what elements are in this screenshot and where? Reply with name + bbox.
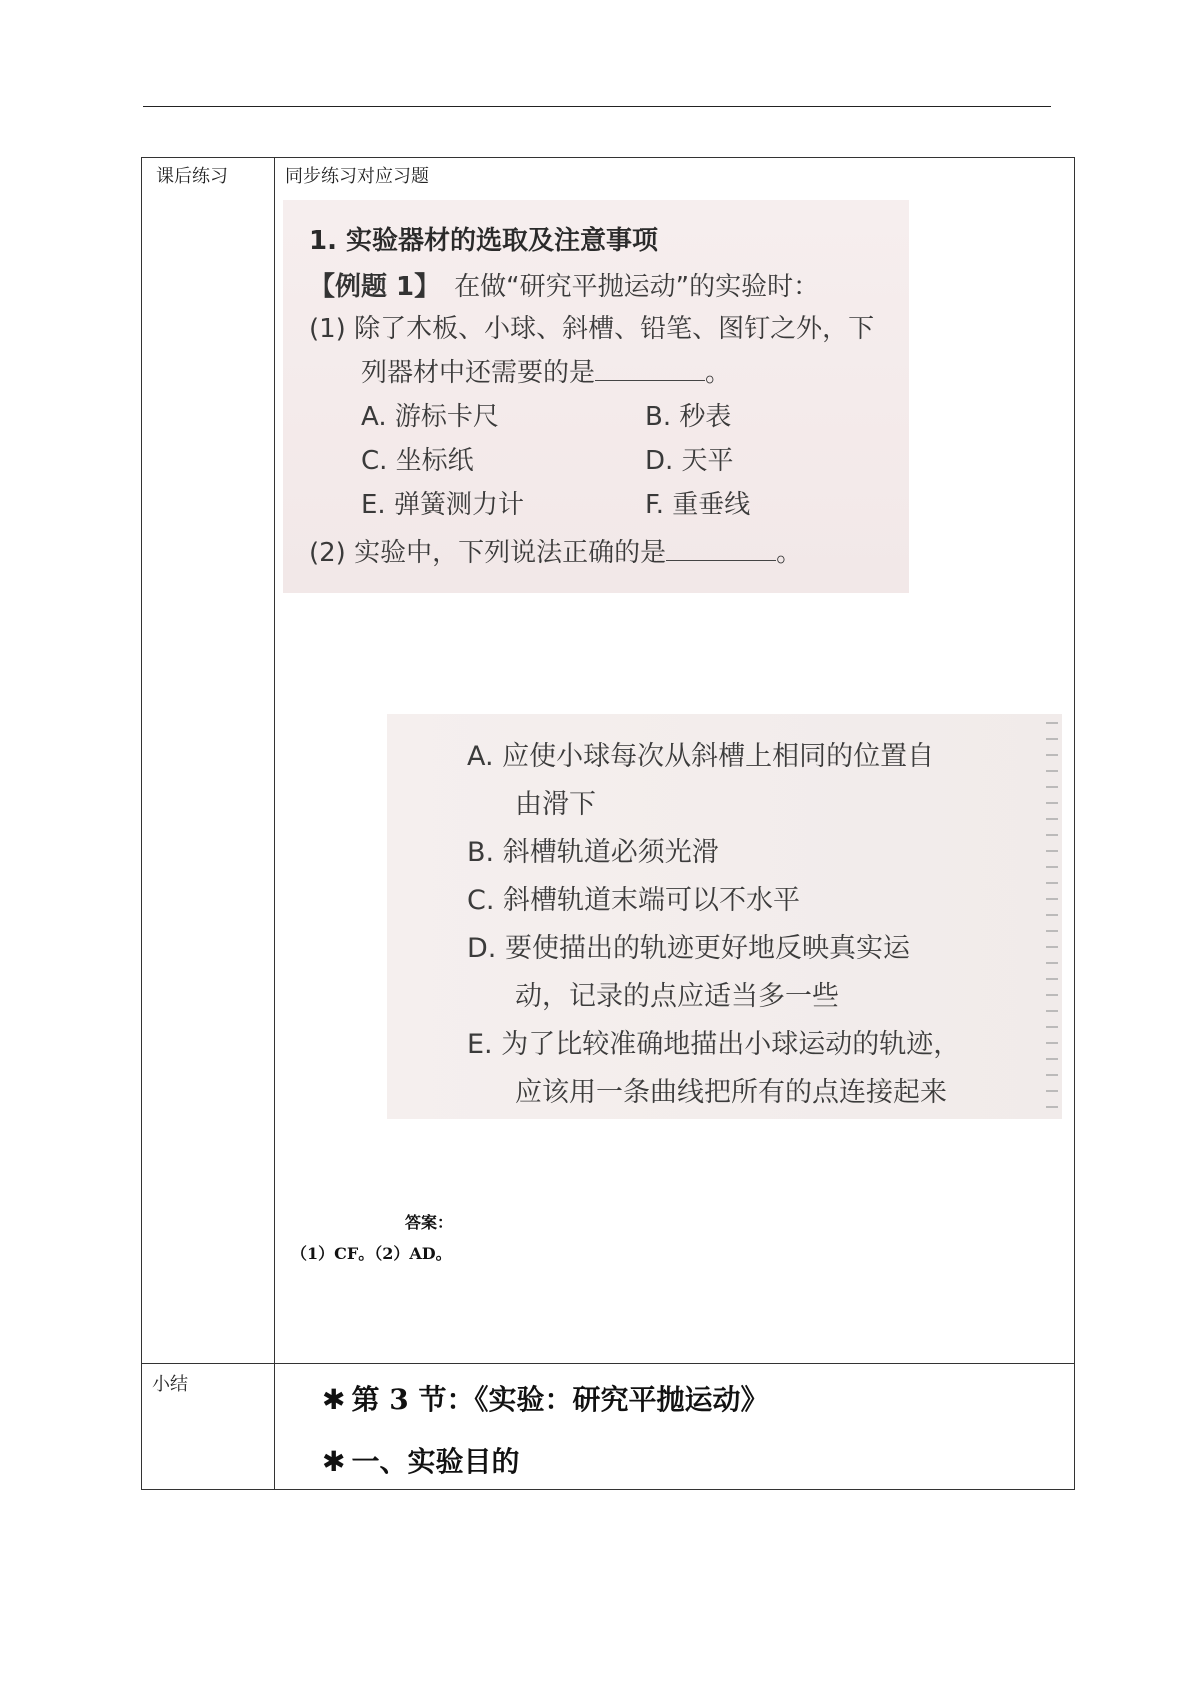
statement-b: B. 斜槽轨道必须光滑 (467, 837, 719, 868)
summary-section-title (322, 1378, 768, 1418)
question1-line1: (1) 除了木板、小球、斜槽、铅笔、图钉之外，下 (309, 314, 875, 344)
question1-line2-text: 列器材中还需要的是 (361, 358, 596, 388)
row-divider (142, 1363, 1074, 1364)
example-text: 在做“研究平抛运动”的实验时： (454, 272, 820, 302)
header-rule (143, 106, 1051, 107)
column-divider (274, 158, 275, 1489)
question1-line2 (361, 352, 731, 389)
star-icon: ✱ (322, 1383, 346, 1416)
row-label-summary: 小结 (152, 1374, 188, 1395)
option-b: B. 秒表 (645, 402, 732, 432)
question2-text: (2) 实验中，下列说法正确的是 (309, 538, 667, 568)
page-edge-decoration (1046, 714, 1058, 1119)
example-line (309, 266, 819, 303)
option-a: A. 游标卡尺 (361, 402, 499, 432)
question2-end: 。 (776, 538, 803, 568)
answer-label: 答案： (405, 1213, 454, 1232)
answer-blank-2 (666, 536, 776, 561)
statement-c: C. 斜槽轨道末端可以不水平 (467, 885, 801, 916)
answer-blank-1 (595, 356, 705, 381)
scanned-question-part1 (283, 200, 909, 593)
star-icon: ✱ (322, 1445, 346, 1478)
summary-line2: 一、实验目的 (351, 1445, 520, 1478)
option-c: C. 坐标纸 (361, 446, 474, 476)
row-label-exercises: 课后练习 (156, 166, 228, 187)
statement-d-line2: 动，记录的点应适当多一些 (515, 981, 839, 1012)
option-f: F. 重垂线 (645, 490, 751, 520)
scanned-question-part2 (387, 714, 1062, 1119)
exercises-title: 同步练习对应习题 (285, 166, 429, 187)
option-d: D. 天平 (645, 446, 734, 476)
summary-line1: 第 3 节：《实验：研究平抛运动》 (351, 1383, 769, 1416)
lesson-table (141, 157, 1075, 1490)
statement-a-line2: 由滑下 (515, 789, 596, 820)
section-heading: 1. 实验器材的选取及注意事项 (309, 226, 659, 256)
question1-end: 。 (705, 358, 732, 388)
example-tag: 【例题 1】 (309, 272, 441, 302)
option-e: E. 弹簧测力计 (361, 490, 524, 520)
statement-e-line1: E. 为了比较准确地描出小球运动的轨迹， (467, 1029, 961, 1060)
summary-subtitle (322, 1440, 519, 1480)
statement-a-line1: A. 应使小球每次从斜槽上相同的位置自 (467, 741, 935, 772)
statement-d-line1: D. 要使描出的轨迹更好地反映真实运 (467, 933, 910, 964)
answer-text: （1）CF。（2）AD。 (291, 1244, 452, 1263)
question2-line (309, 532, 802, 569)
statement-e-line2: 应该用一条曲线把所有的点连接起来 (515, 1077, 947, 1108)
